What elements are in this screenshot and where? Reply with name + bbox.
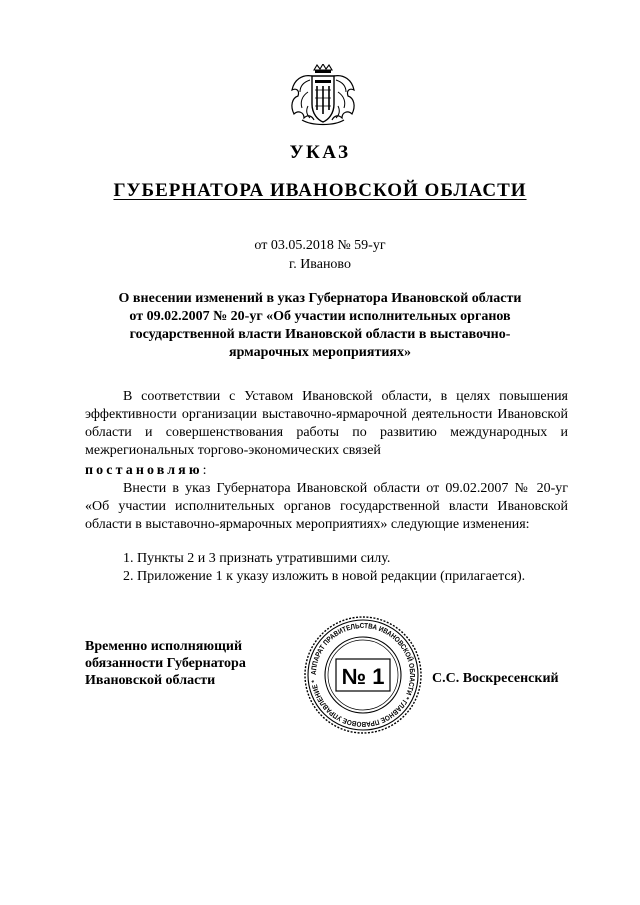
decree-word-line [85,462,568,480]
document-type: УКАЗ [289,142,351,163]
signer-position-line: Ивановской области [85,673,216,688]
title-line: О внесении изменений в указ Губернатора Ивановской области [118,291,522,306]
title-line: от 09.02.2007 № 20-уг «Об участии исполнительных органов [129,309,511,324]
preamble-text: В соответствии с Уставом Ивановской области, в целях повышения эффективности организации выставочно-ярмарочной деятельности Ивановской области и совершенствования работы по развитию международных и межрегиональных торгово-экономических связей [85,389,568,458]
amendment-paragraph: Внести в указ Губернатора Ивановской области от 09.02.2007 № 20-уг «Об участии исполнительных органов государственной власти Ивановской области в выставочно-ярмарочных мероприятиях» следующие изменения: [85,481,568,532]
title-line: государственной власти Ивановской области в выставочно- [129,327,511,342]
document-city: г. Иваново [289,257,351,272]
list-item: 2. Приложение 1 к указу изложить в новой редакции (прилагается). [123,569,526,584]
signer-position-line: Временно исполняющий [85,639,243,654]
signer-position-line: обязанности Губернатора [85,656,246,671]
coat-of-arms-icon [288,64,358,126]
title-line: ярмарочных мероприятиях» [229,345,411,360]
signer-name: С.С. Воскресенский [432,671,559,686]
signer-position [85,638,285,689]
issuer-text: ГУБЕРНАТОРА ИВАНОВСКОЙ ОБЛАСТИ [113,180,527,201]
preamble-paragraph [85,388,568,460]
official-seal [302,614,424,736]
list-item: 1. Пункты 2 и 3 признать утратившими силу. [123,551,391,566]
document-title [95,290,545,362]
decree-word: постановляю [85,463,203,478]
document-date-number: от 03.05.2018 № 59-уг [254,238,386,253]
issuer-heading [0,180,640,202]
decree-colon: : [202,463,207,478]
svg-text:АППАРАТ ПРАВИТЕЛЬСТВА ИВАНОВСК: АППАРАТ ПРАВИТЕЛЬСТВА ИВАНОВСКОЙ ОБЛАСТИ * ГЛАВНОЕ ПРАВОВОЕ УПРАВЛЕНИЕ * [308,620,418,730]
svg-text:№ 1: № 1 [341,664,385,689]
